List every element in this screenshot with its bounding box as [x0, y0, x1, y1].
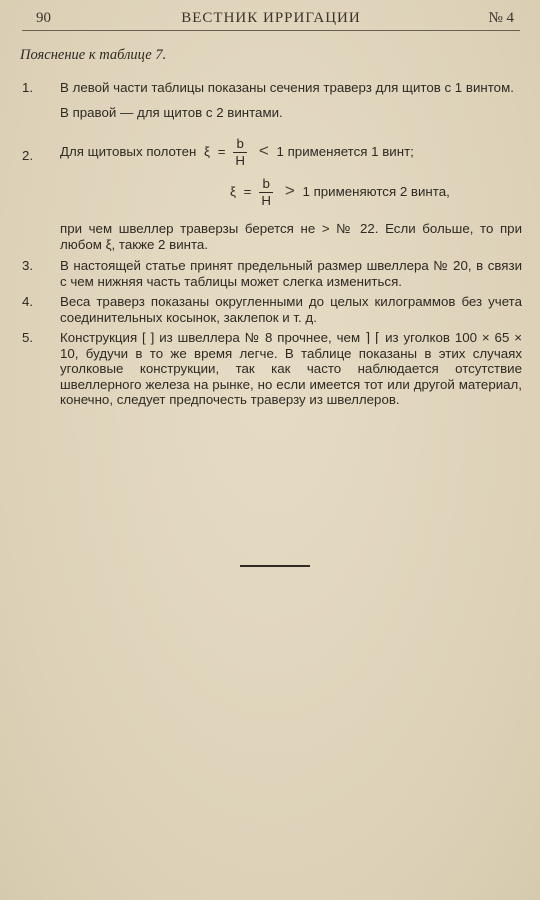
xi-symbol: ξ	[230, 184, 236, 200]
item-text-2: В правой — для щитов с 2 винтами.	[60, 104, 283, 120]
page-number: 90	[36, 10, 51, 26]
numerator: b	[236, 136, 244, 151]
item-text: В настоящей статье принят предельный размер швеллера № 20, в связи с чем нижняя часть таблицы может слегка измениться.	[60, 258, 522, 289]
journal-title: ВЕСТНИК ИРРИГАЦИИ	[181, 10, 361, 26]
item-number: 4.	[22, 294, 34, 309]
item-body	[60, 294, 522, 325]
equals-sign: =	[243, 184, 252, 200]
formula-1	[60, 136, 414, 169]
greater-than-sign: >	[284, 181, 295, 201]
item-body	[60, 221, 522, 252]
denominator: H	[261, 193, 271, 208]
fraction-b-over-h	[259, 176, 273, 209]
equals-sign: =	[217, 144, 226, 160]
item-text: при чем швеллер траверзы берется не > № 22. Если больше, то при любом ξ, также 2 винта.	[60, 221, 522, 252]
caption: Пояснение к таблице 7.	[20, 47, 167, 63]
issue-number: № 4	[488, 10, 514, 26]
fraction-b-over-h	[233, 136, 247, 169]
running-header	[22, 8, 520, 30]
xi-symbol: ξ	[204, 144, 210, 160]
result-2: 1 применяются 2 винта,	[302, 184, 450, 200]
item-number: 5.	[22, 330, 34, 345]
item-number: 3.	[22, 258, 34, 273]
item-number: 1.	[22, 80, 34, 95]
item-number: 2.	[22, 148, 34, 163]
formula-lead: Для щитовых полотен	[60, 144, 197, 160]
formula-2	[230, 176, 450, 209]
item-body	[60, 258, 522, 289]
result-1: 1 применяется 1 винт;	[276, 144, 414, 160]
item-text: Конструкция [ ] из швеллера № 8 прочнее, чем ⌉ ⌈ из уголков 100 × 65 × 10, будучи в то же время легче. В таблице показаны в этих случаях уголковые конструкции, так как часто наблюдается отсутствие швеллерного железа на рынке, но если имеется тот или другой материал, конечно, следует предпочесть траверзу из швеллеров.	[60, 330, 522, 407]
item-body	[60, 330, 522, 408]
item-text: В левой части таблицы показаны сечения траверз для щитов с 1 винтом.	[60, 80, 514, 95]
item-body	[60, 80, 522, 120]
end-rule	[240, 565, 310, 567]
numerator: b	[262, 176, 270, 191]
header-rule	[22, 30, 520, 31]
item-text: Веса траверз показаны округленными до целых килограммов без учета соединительных косынок, заклепок и т. д.	[60, 294, 522, 325]
less-than-sign: <	[258, 141, 269, 161]
denominator: H	[235, 153, 245, 168]
